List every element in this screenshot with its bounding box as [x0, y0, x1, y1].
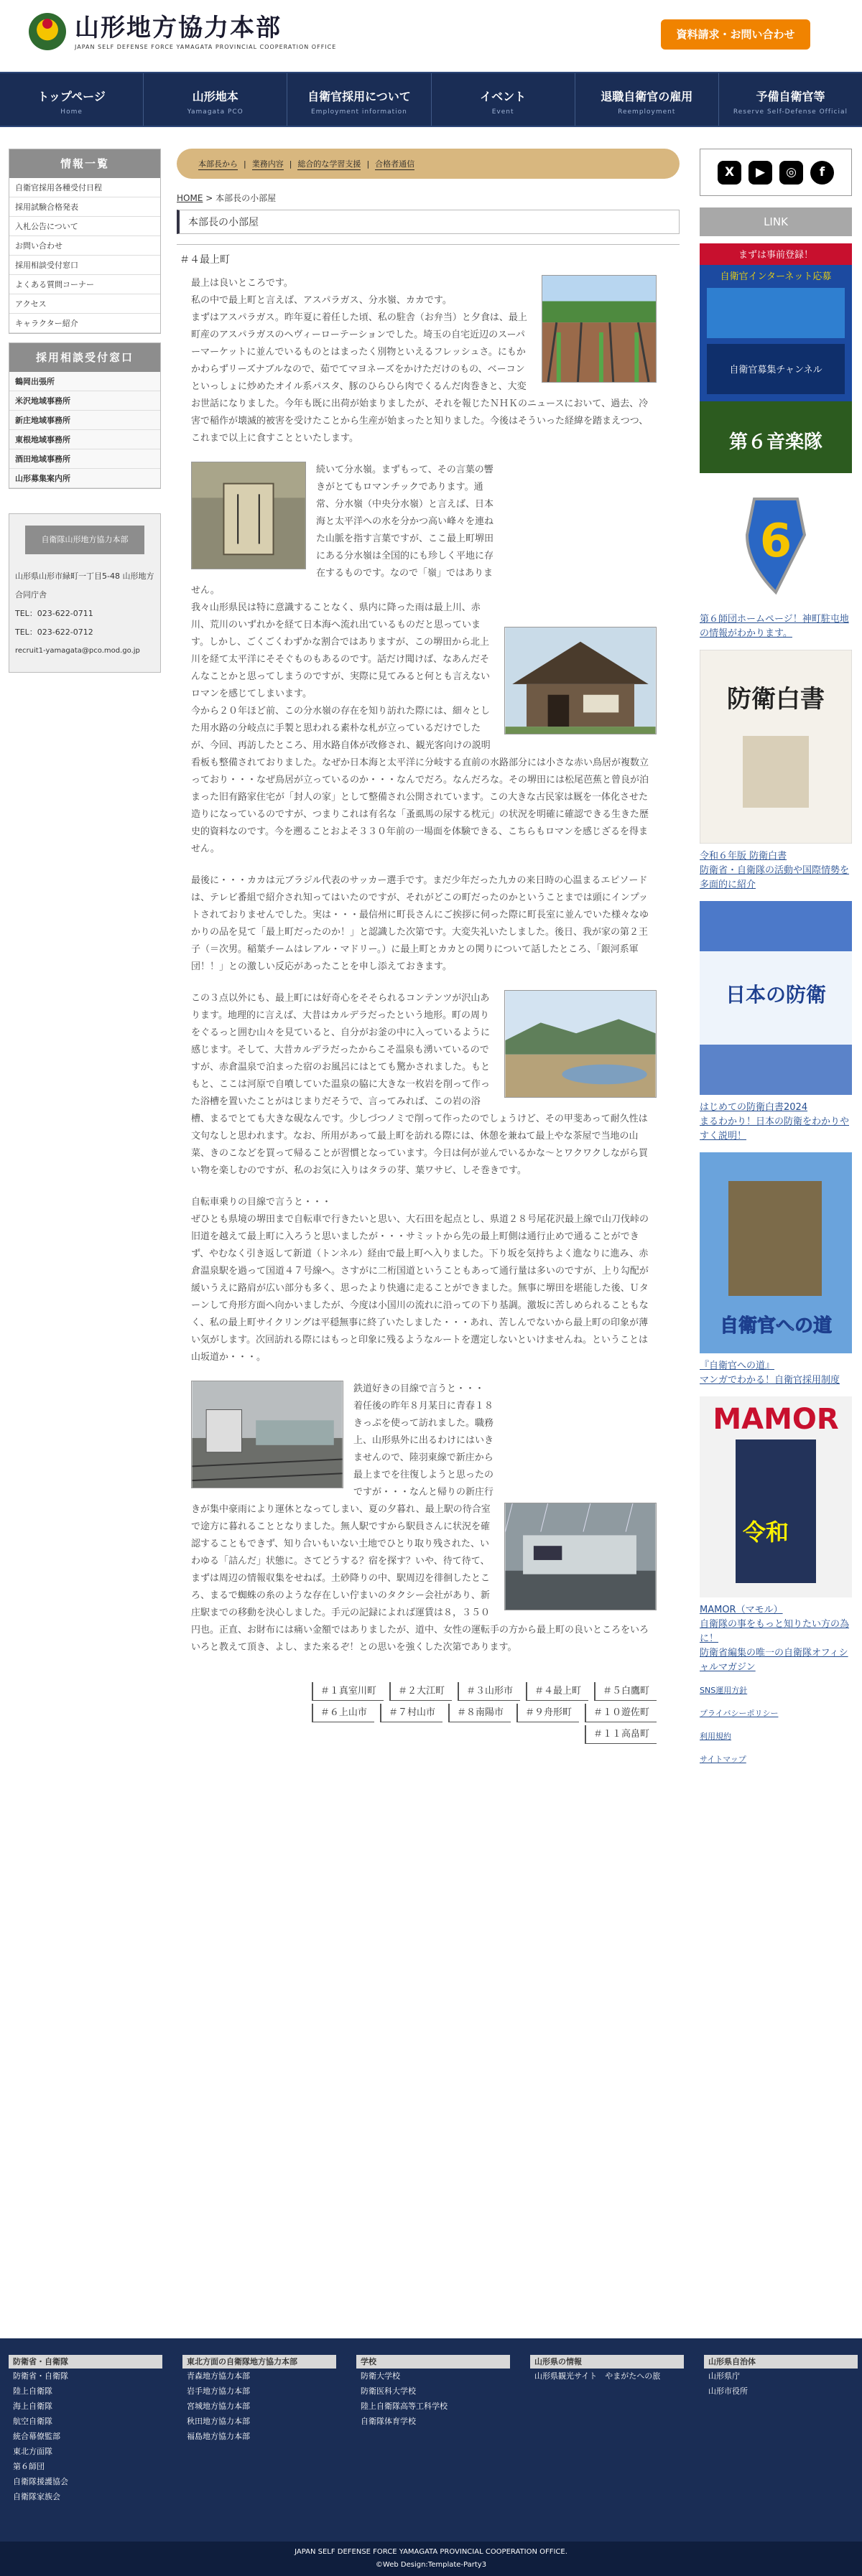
- facebook-icon[interactable]: f: [810, 161, 834, 185]
- contact-address: 山形県山形市緑町一丁目5-48 山形地方合同庁舎: [15, 571, 154, 599]
- sidebar-item-yamagata[interactable]: 山形募集案内所: [9, 469, 160, 488]
- global-nav: [0, 72, 862, 127]
- svg-text:6: 6: [759, 515, 792, 568]
- sidebar-item-access[interactable]: アクセス: [9, 294, 160, 314]
- sidebar-item-consult[interactable]: 採用相談受付窓口: [9, 256, 160, 275]
- info-menu: [9, 149, 161, 334]
- sidebar-item-faq[interactable]: よくある質問コーナー: [9, 275, 160, 294]
- sixth-division-emblem: [700, 485, 852, 607]
- paragraph-kaka: [191, 872, 657, 976]
- recruit-channel-banner[interactable]: [700, 243, 852, 473]
- town-tag-list: [191, 1681, 657, 1745]
- division-banner[interactable]: [700, 485, 852, 641]
- tag-link[interactable]: ＃８南陽市: [448, 1704, 511, 1722]
- defense-intro-cover: [700, 901, 852, 1095]
- utility-links: [700, 1679, 852, 1771]
- paragraph-text: 最上は良いところです。 私の中で最上町と言えば、アスパラガス、分水嶺、カカです。 まずはアスパラガス。昨年夏に着任した頃、私の駐舎（お弁当）と夕食は、最上町産のアスパラガスのヘヴィーローテーションでした。埼玉の自宅近辺のスーパーマーケットに並んでいるものとはまったく別物といえるフレッシュさ。にもかかわらずリーズナブルなので、茹でてマヨネーズをかけただけのもの、ベーコンといっしょに炒めたオイル系パスタ、豚のひらひら肉でくるんだ肉巻きと、大変お世話になりました。今年も既に出荷が始まりましたが、それを報じたＮＨＫのニュースにおいて、過去、冷害で稲作が壊滅的被害を受けたことから生産が始まったと知りました。今後はそういった経緯を踏まえつつ、これまで以上に食すことといたします。: [191, 278, 649, 444]
- mamor-cover: [700, 1396, 852, 1597]
- footer-link[interactable]: 山形県庁: [708, 2371, 740, 2381]
- divider: [177, 244, 680, 245]
- paragraph-caldera: [191, 990, 657, 1180]
- tag-link[interactable]: ＃９舟形町: [516, 1704, 579, 1722]
- banner-caption[interactable]: 『自衛官への道』 マンガでわかる！自衛官採用制度: [700, 1361, 840, 1386]
- banner-text: MAMOR: [713, 1403, 839, 1436]
- banner-text: 日本の防衛: [725, 983, 827, 1007]
- tag-link[interactable]: ＃３山形市: [458, 1682, 520, 1701]
- sns-policy-link[interactable]: SNS運用方針: [700, 1686, 748, 1695]
- footer-link[interactable]: 福島地方協力本部: [187, 2432, 250, 2441]
- paragraph-watershed: [191, 462, 657, 858]
- footer-link[interactable]: 航空自衛隊: [13, 2417, 52, 2426]
- privacy-link[interactable]: プライバシーポリシー: [700, 1709, 779, 1718]
- nav-reserve[interactable]: 予備自衛官等 Reserve Self-Defense Official: [733, 90, 848, 116]
- paragraph-text: この３点以外にも、最上町には好奇心をそそられるコンテンツが沢山あります。地理的に言えば、大昔はカルデラだったという地形。町の周りをぐるっと囲む山々を見ていると、自分がお釜の中に入っているように感じます。そして、大昔カルデラだったからこそ温泉も湧いているのですが、赤倉温泉で泊まった宿のお風呂にはとても驚かされました。もともと、ここは河原で自噴していた温泉の脇に大きな一枚岩を削って作った浴槽を置いたことがはじまりだそうで、言ってみれば、この岩の浴槽、まるでとても大きな硯なんです。少しづつノミで削って作ったのでしょうけど、その甲斐あって耐久性は文句なしと思われます。なお、所用があって最上町を訪れる際には、休憩を兼ねて最上やな茶屋で当地の山菜、きのこなどを買って帰ることが習慣となっています。今日は何が並んでいるかな～とワクワクしながら買い物を楽しむのですが、私のお気に入りはタラの芽、葉ワサビ、しそ巻きです。: [191, 993, 648, 1176]
- footer-link[interactable]: 自衛隊援護協会: [13, 2477, 68, 2486]
- footer-copyright: JAPAN SELF DEFENSE FORCE YAMAGATA PROVINCIAL COOPERATION OFFICE. ©Web Design:Template-Party3: [0, 2542, 862, 2576]
- banner-caption[interactable]: はじめての防衛白書2024 まるわかり！日本の防衛をわかりやすく説明！: [700, 1102, 850, 1142]
- site-subtitle: JAPAN SELF DEFENSE FORCE YAMAGATA PROVINCIAL COOPERATION OFFICE: [75, 43, 337, 50]
- footer-link[interactable]: 陸上自衛隊高等工科学校: [361, 2402, 448, 2411]
- footer-column-pco: 東北方面の自衛隊地方協力本部 青森地方協力本部 岩手地方協力本部 宮城地方協力本部 秋田地方協力本部 福島地方協力本部: [182, 2355, 336, 2504]
- contact-box: [9, 513, 161, 673]
- paragraph-text: 鉄道好きの目線で言うと・・・ 着任後の昨年８月某日に青春１８きっぷを使って訪れました。職務上、山形県外に出るわけにはいきませんので、陸羽東線で新庄から最上までを往復しようと思ったのですが・・・なんと帰りの新庄行きが集中豪雨により運休となってしまい、夏の夕暮れ、最上駅の待合室で途方に暮れることとなりました。無人駅ですから駅員さんに状況を確認することもできず、知り合いもいない土地でひとり取り残された、いわゆる「詰んだ」状態に。さてどうする？宿を探す？いや、待て待て、まずは周辺の情報収集をせねば。土砂降りの中、駅周辺を徘徊したところ、まるで蜘蛛の糸のような存在しい佇まいのタクシー会社があり、新庄駅までの移動を決心しました。手元の記録によれば運賃は８，３５０円也。正直、お財布には痛い金額ではありましたが、道中、女性の運転手の方から最上町の良いところをいろいろと教えて頂き、よし、また来るぞ！との思いを強くした次第であります。: [191, 1383, 649, 1653]
- footer-link[interactable]: 岩手地方協力本部: [187, 2386, 250, 2396]
- tag-link[interactable]: ＃２大江町: [389, 1682, 452, 1701]
- sidebar-item-bidding[interactable]: 入札公告について: [9, 217, 160, 236]
- subnav-learning[interactable]: 総合的な学習支援: [297, 159, 361, 169]
- footer-link[interactable]: 山形市役所: [708, 2386, 748, 2396]
- consult-menu-title: 採用相談受付窓口: [9, 343, 160, 372]
- terms-link[interactable]: 利用規約: [700, 1732, 731, 1741]
- banner-text: 第６音楽隊: [728, 431, 823, 453]
- consult-menu: [9, 342, 161, 489]
- white-paper-cover: [700, 650, 852, 844]
- first-white-paper-banner[interactable]: [700, 901, 852, 1144]
- tag-link[interactable]: ＃６上山市: [312, 1704, 374, 1722]
- nav-employment[interactable]: 自衛官採用について Employment information: [287, 73, 431, 126]
- info-menu-title: 情報一覧: [9, 149, 160, 178]
- footer-link[interactable]: 第６師団: [13, 2462, 45, 2471]
- tag-link[interactable]: ＃１０遊佐町: [585, 1704, 657, 1722]
- banner-caption[interactable]: 令和６年版 防衛白書 防衛省・自衛隊の活動や国際情勢を多面的に紹介: [700, 851, 850, 890]
- emblem-icon: [29, 13, 66, 50]
- caldera-landscape-photo: [504, 990, 657, 1098]
- manga-banner[interactable]: [700, 1152, 852, 1388]
- paragraph-railway: [191, 1381, 657, 1656]
- sidebar-item-characters[interactable]: キャラクター紹介: [9, 314, 160, 333]
- banner-text: 自衛官への道: [719, 1315, 833, 1337]
- footer-link[interactable]: 自衛隊家族会: [13, 2492, 60, 2501]
- sidebar-item-tsuruoka[interactable]: 鶴岡出張所: [9, 372, 160, 391]
- banner-text: 防衛白書: [727, 685, 825, 714]
- site-footer: [0, 2338, 862, 2576]
- breadcrumb-home[interactable]: HOME: [177, 193, 203, 203]
- manga-cover: [700, 1152, 852, 1353]
- nav-event[interactable]: イベント Event: [432, 73, 575, 126]
- site-title[interactable]: 山形地方協力本部: [75, 13, 282, 42]
- banner-text: 自衛官募集チャンネル: [729, 365, 822, 375]
- sidebar-item-yonezawa[interactable]: 米沢地域事務所: [9, 391, 160, 411]
- social-links: [700, 149, 852, 196]
- asparagus-field-photo: [542, 275, 657, 383]
- site-logo[interactable]: [29, 13, 336, 50]
- paragraph-text: 続いて分水嶺。まずもって、その言葉の響きがとてもロマンチックであります。通常、分水嶺（中央分水嶺）と言えば、日本海と太平洋への水を分かつ高い峰々を連ねた山脈を指す言葉ですが、ここ最上町堺田にある分水嶺は全国的にも珍しく平地に存在するものです。なので「嶺」ではありません。 我々山形県民は特に意識することなく、県内に降った雨は最上川、赤川、荒川のいずれかを経て日本海へ流れ出ているものだと思っています。しかし、ごくごくわずかな割合ではありますが、この堺田から北上川を経て太平洋にそそぐものもあるのです。話だけ聞けば、なあんだそんなことかと思ってしまうのですが、実際に見てみると何とも言えないロマンを感じてしまいます。 今から２０年ほど前、この分水嶺の存在を知り訪れた際には、細々とした用水路の分岐点に手製と思われる素朴な札が立っているだけでしたが、今回、再訪したところ、用水路自体が改修され、観光客向けの説明看板も整備されておりました。なぜか日本海と太平洋に分岐する直前の水路部分には小さな赤い鳥居が複数立っており・・・なぜ鳥居が立っているのか・・・なんでだろ。なんだろな。その堺田には松尾芭蕉と曾良が泊まった旧有路家住宅が「封人の家」として整備され公開されています。この大きな古民家は厩を一体化させた造りになっているのですが、つまりこれは有名な「蚤虱馬の尿する枕元」の状況を明確に確認できる生きた歴史的資料なのです。今を遡ることおよそ３３０年前の一場面を体験できる、こちらもロマンを感じざるを得ません。: [191, 465, 649, 854]
- footer-column-schools: 学校 防衛大学校 防衛医科大学校 陸上自衛隊高等工科学校 自衛隊体育学校: [356, 2355, 510, 2504]
- footer-link[interactable]: 統合幕僚監部: [13, 2432, 60, 2441]
- paragraph-asparagus: [191, 275, 657, 447]
- article-body: [191, 275, 657, 1671]
- footer-link[interactable]: 陸上自衛隊: [13, 2386, 52, 2396]
- footer-link[interactable]: 秋田地方協力本部: [187, 2417, 250, 2426]
- instagram-icon[interactable]: ◎: [779, 161, 803, 185]
- paragraph-cycling: [191, 1194, 657, 1366]
- paragraph-text: 自転車乗りの目線で言うと・・・ ぜひとも県境の堺田まで自転車で行きたいと思い、大石田を起点とし、県道２８号尾花沢最上線で山刀伐峠の旧道を越えて最上町に入ろうと思いましたが・・・サミットから先の最上町側は通行止めで通ることができず、やむなく引き返して新道（トンネル）経由で最上町へ入りました。下り坂を気持ちよく進なりに進み、赤倉温泉駅を過って国道４７号線へ。さすがに二桁国道ということもあって通行量は多いのですが、上り勾配が緩いうえに路肩が広い部分も多く、思ったより快適に走ることができました。無事に堺田を堪能した後、Ｕターンして舟形方面へ向かいましたが、今度は小国川の流れに沿っての下り基調。激坂に苦しめられることもなく、私の最上町サイクリングは平穏無事に終了いたしました・・・あれ、苦しんでないから最上町の印象が薄い気がします。次回訪れる際にはもっと印象に残るようなルートを選定しないといけませんね。ということは山坂道か・・・。: [191, 1197, 649, 1363]
- sidebar-item-contact[interactable]: お問い合わせ: [9, 236, 160, 256]
- youtube-icon[interactable]: ▶: [749, 161, 772, 185]
- subnav-director[interactable]: 本部長から: [198, 159, 238, 169]
- footer-link[interactable]: 防衛大学校: [361, 2371, 400, 2381]
- contact-email[interactable]: recruit1-yamagata@pco.mod.go.jp: [15, 647, 140, 655]
- subnav-passers[interactable]: 合格者通信: [375, 159, 415, 169]
- tag-link[interactable]: ＃１１高畠町: [585, 1725, 657, 1744]
- footer-column-mod: 防衛省・自衛隊 防衛省・自衛隊 陸上自衛隊 海上自衛隊 航空自衛隊 統合幕僚監部 東北方面隊 第６師団 自衛隊援護協会 自衛隊家族会: [9, 2355, 162, 2504]
- banner-caption[interactable]: MAMOR（マモル） 自衛隊の事をもっと知りたい方の為に！ 防衛省編集の唯一の自衛隊オフィシャルマガジン: [700, 1605, 850, 1673]
- post-title: ＃４最上町: [180, 254, 230, 266]
- footer-column-prefecture: 山形県の情報 山形県観光サイト やまがたへの旅: [530, 2355, 684, 2504]
- footer-link[interactable]: 防衛省・自衛隊: [13, 2371, 68, 2381]
- left-sidebar: [9, 149, 161, 673]
- sidebar-item-results[interactable]: 採用試験合格発表: [9, 197, 160, 217]
- footer-link[interactable]: 東北方面隊: [13, 2447, 52, 2456]
- tag-link[interactable]: ＃５白鷹町: [594, 1682, 657, 1701]
- contact-title: 自衛隊山形地方協力本部: [25, 526, 144, 554]
- banner-caption[interactable]: 第６師団ホームページ！神町駐屯地の情報がわかります。: [700, 614, 849, 639]
- x-icon[interactable]: X: [718, 161, 741, 185]
- tag-link[interactable]: ＃７村山市: [380, 1704, 442, 1722]
- sidebar-item-sakata[interactable]: 酒田地域事務所: [9, 449, 160, 469]
- subnav-business[interactable]: 業務内容: [251, 159, 284, 169]
- main-content: [177, 149, 680, 1745]
- footer-link[interactable]: 自衛隊体育学校: [361, 2417, 416, 2426]
- nav-home[interactable]: トップページ Home: [0, 73, 144, 126]
- footer-link[interactable]: 海上自衛隊: [13, 2402, 52, 2411]
- link-title: LINK: [700, 207, 852, 236]
- footer-link[interactable]: 山形県観光サイト やまがたへの旅: [534, 2371, 661, 2381]
- contact-fax: TEL：023-622-0712: [15, 627, 93, 637]
- sub-nav-bar: 本部長から | 業務内容 | 総合的な学習支援 | 合格者通信: [177, 149, 680, 179]
- sidebar-item-shinjo[interactable]: 新庄地域事務所: [9, 411, 160, 430]
- footer-link[interactable]: 宮城地方協力本部: [187, 2402, 250, 2411]
- banner-text: 令和: [743, 1518, 789, 1546]
- mamor-banner[interactable]: [700, 1396, 852, 1675]
- paragraph-text: 最後に・・・カカは元ブラジル代表のサッカー選手です。まだ少年だった九カの来日時の心温まるエピソードは、テレビ番組で紹介され知ってはいたのですが、それがどこの町だったのかということまでは頭にインプットされておりませんでした。実は・・・最信州に町長さんにご挨拶に伺った際に町長室に並んでいた様々なゆかりの品を見て「最上町だったのか！」と認識した次第です。大変失礼いたしました。後日、我が家の第２王子（＝次男。稲葉チームはレアル・マドリー。）に最上町とカカとの関りについて話したところ、「銀河系軍団！！」との激しい反応があったことを申し添えておきます。: [191, 875, 649, 972]
- right-sidebar: [700, 149, 852, 1771]
- banner-text: まずは事前登録！: [738, 250, 814, 261]
- nav-yamagata-pco[interactable]: 山形地本 Yamagata PCO: [144, 73, 287, 126]
- breadcrumb: HOME > 本部長の小部屋: [177, 193, 277, 203]
- page-title: 本部長の小部屋: [177, 210, 680, 234]
- watershed-sign-photo: [191, 462, 306, 569]
- tag-link[interactable]: ＃４最上町: [526, 1682, 588, 1701]
- contact-tel: TEL：023-622-0711: [15, 609, 93, 618]
- sidebar-item-schedule[interactable]: 自衛官採用各種受付日程: [9, 178, 160, 197]
- banner-text: 自衛官インターネット応募: [720, 271, 832, 282]
- footer-link[interactable]: 防衛医科大学校: [361, 2386, 416, 2396]
- sidebar-item-higashine[interactable]: 東根地域事務所: [9, 430, 160, 449]
- footer-link[interactable]: 青森地方協力本部: [187, 2371, 250, 2381]
- rain-taxi-photo: [504, 1503, 657, 1610]
- white-paper-banner[interactable]: [700, 650, 852, 892]
- nav-reemployment[interactable]: 退職自衛官の雇用 Reemployment: [575, 73, 719, 126]
- footer-column-municipal: 山形県自治体 山形県庁 山形市役所: [704, 2355, 858, 2504]
- old-house-photo: [504, 627, 657, 734]
- site-header: [0, 0, 862, 72]
- station-photo: [191, 1381, 343, 1488]
- tag-link[interactable]: ＃１真室川町: [312, 1682, 384, 1701]
- sitemap-link[interactable]: サイトマップ: [700, 1755, 746, 1764]
- request-info-button[interactable]: 資料請求・お問い合わせ: [661, 19, 810, 50]
